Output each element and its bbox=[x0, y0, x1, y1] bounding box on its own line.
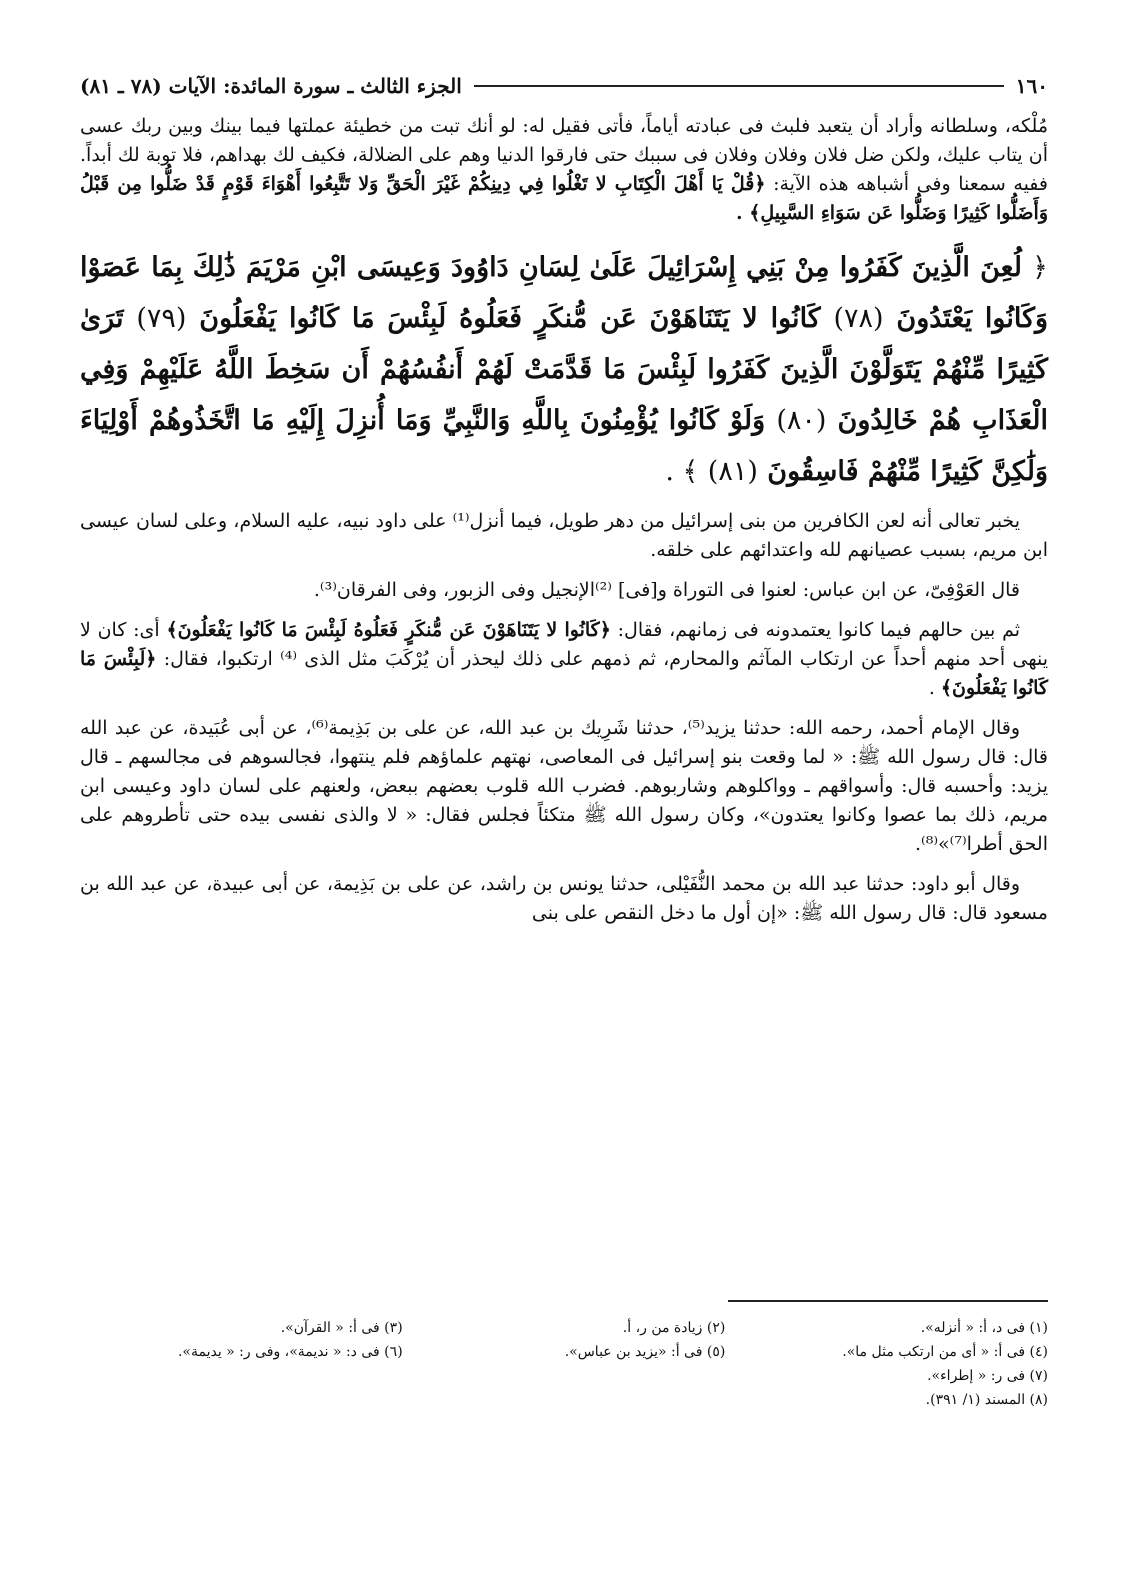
paragraph-3: قال العَوْفِىّ، عن ابن عباس: لعنوا فى التوراة و[فى] ⁽²⁾الإنجيل وفى الزبور، وفى الفرقان⁽³⁾. bbox=[313, 579, 1020, 601]
footnote-row-2 bbox=[80, 1340, 1048, 1364]
paragraph-2: يخبر تعالى أنه لعن الكافرين من بنى إسرائيل من دهر طويل، فيما أنزل⁽¹⁾ على داود نبيه، عليه السلام، وعلى لسان عيسى ابن مريم، بسبب عصيانهم لله واعتدائهم على خلقه. bbox=[80, 510, 1048, 561]
page-body bbox=[80, 112, 1048, 939]
footnote-row-3 bbox=[80, 1364, 1048, 1388]
footnote-row-4 bbox=[80, 1388, 1048, 1412]
header-title: الجزء الثالث ـ سورة المائدة: الآيات (٧٨ ـ ٨١) bbox=[80, 74, 462, 98]
footnote-2: (٢) زيادة من ر، أ. bbox=[622, 1320, 726, 1336]
footnotes bbox=[80, 1300, 1048, 1412]
paragraph-6: وقال أبو داود: حدثنا عبد الله بن محمد النُّفَيْلى، حدثنا يونس بن راشد، عن على بن بَذِيمة، عن أبى عبيدة، عن عبد الله بن مسعود قال: قال رسول الله ﷺ: «إن أول ما دخل النقص على بنى bbox=[80, 873, 1048, 924]
footnote-8: (٨) المسند (١/ ٣٩١). bbox=[925, 1392, 1048, 1408]
paragraph-1 bbox=[80, 112, 1048, 228]
paragraph-1-text: مُلْكه، وسلطانه وأراد أن يتعبد فلبث فى عبادته أياماً، فأتى فقيل له: لو أنك تبت من خطيئة عملتها فيما بينك وبين ربك عسى أن يتاب عليك، ولكن ضل فلان وفلان وفلان فى سببك حتى فارقوا الدنيا وهم على الضلالة، فكيف لك بهداهم، فلا توبة لك أبداً. ففيه سمعنا وفى أشباهه هذه الآية: bbox=[80, 115, 1048, 195]
paragraph-4-ayah-1: ﴿كَانُوا لا يَتَنَاهَوْنَ عَن مُّنكَرٍ فَعَلُوهُ لَبِئْسَ مَا كَانُوا يَفْعَلُونَ﴾ bbox=[166, 619, 611, 641]
paragraph-4-text-2: أى: كان لا ينهى أحد منهم أحداً عن ارتكاب المآثم والمحارم، ثم ذمهم على ذلك ليحذر أن يُرْكَبَ مثل الذى ⁽⁴⁾ ارتكبوا، فقال: bbox=[80, 619, 1048, 670]
verse-number-80: (٨٠) bbox=[776, 405, 827, 436]
paragraph-4-text-1: ثم بين حالهم فيما كانوا يعتمدونه فى زمانهم، فقال: bbox=[617, 619, 1021, 641]
ornate-bracket-close: ﴾ . bbox=[665, 456, 699, 487]
footnote-7: (٧) فى ر: « إطراء». bbox=[927, 1368, 1048, 1384]
verse-number-79: (٧٩) bbox=[136, 303, 187, 334]
quran-verses bbox=[80, 242, 1048, 497]
paragraph-4-text-3: . bbox=[928, 677, 935, 699]
verse-81: وَلَوْ كَانُوا يُؤْمِنُونَ بِاللَّهِ وَالنَّبِيِّ وَمَا أُنزِلَ إِلَيْهِ مَا اتَّخَذُوهُمْ أَوْلِيَاءَ وَلَٰكِنَّ كَثِيرًا مِّنْهُمْ فَاسِقُونَ bbox=[80, 405, 1048, 487]
footnote-1: (١) فى د، أ: « أنزله». bbox=[920, 1320, 1048, 1336]
verse-number-78: (٧٨) bbox=[833, 303, 884, 334]
verse-78: لُعِنَ الَّذِينَ كَفَرُوا مِنْ بَنِي إِسْرَائِيلَ عَلَىٰ لِسَانِ دَاوُودَ وَعِيسَى ابْنِ مَرْيَمَ ذَٰلِكَ بِمَا عَصَوْا وَكَانُوا يَعْتَدُونَ bbox=[80, 252, 1049, 334]
verse-number-81: (٨١) bbox=[707, 456, 758, 487]
footnote-rule bbox=[728, 1300, 1048, 1302]
verse-80: تَرَىٰ كَثِيرًا مِّنْهُمْ يَتَوَلَّوْنَ الَّذِينَ كَفَرُوا لَبِئْسَ مَا قَدَّمَتْ لَهُمْ أَنفُسُهُمْ أَن سَخِطَ اللَّهُ عَلَيْهِمْ وَفِي الْعَذَابِ هُمْ خَالِدُونَ bbox=[80, 303, 1049, 436]
footnote-4: (٤) فى أ: « أى من ارتكب مثل ما». bbox=[842, 1344, 1048, 1360]
paragraph-1-ayah: ﴿قُلْ يَا أَهْلَ الْكِتَابِ لا تَغْلُوا فِي دِينِكُمْ غَيْرَ الْحَقِّ وَلا تَتَّبِعُوا أَهْوَاءَ قَوْمٍ قَدْ ضَلُّوا مِن قَبْلُ وَأَضَلُّوا كَثِيرًا وَضَلُّوا عَن سَوَاءِ السَّبِيلِ﴾ . bbox=[80, 173, 1048, 224]
paragraph-5: وقال الإمام أحمد، رحمه الله: حدثنا يزيد⁽⁵⁾، حدثنا شَرِيك بن عبد الله، عن على بن بَذِيمة⁽⁶⁾، عن أبى عُبَيدة، عن عبد الله قال: قال رسول الله ﷺ: « لما وقعت بنو إسرائيل فى المعاصى، نهتهم علماؤهم فلم ينتهوا، فجالسوهم فى مجالسهم ـ قال يزيد: وأحسبه قال: وأسواقهم ـ وواكلوهم وشاربوهم. فضرب الله قلوب بعضهم ببعض، ولعنهم على لسان داود وعيسى ابن مريم، ذلك بما عصوا وكانوا يعتدون»، وكان رسول الله ﷺ متكئاً فجلس فقال: « لا والذى نفسى بيده حتى تأطروهم على الحق أطرا⁽⁷⁾»⁽⁸⁾. bbox=[80, 717, 1048, 855]
paragraph-4 bbox=[80, 616, 1048, 703]
ornate-bracket-open: ﴿ bbox=[1032, 252, 1048, 283]
footnote-3: (٣) فى أ: « القرآن». bbox=[280, 1320, 403, 1336]
header-rule bbox=[474, 85, 1004, 87]
footnote-6: (٦) فى د: « نديمة»، وفى ر: « يديمة». bbox=[177, 1344, 403, 1360]
footnote-5: (٥) فى أ: «يزيد بن عباس». bbox=[564, 1344, 726, 1360]
footnote-row-1 bbox=[80, 1316, 1048, 1340]
verse-79: كَانُوا لا يَتَنَاهَوْنَ عَن مُّنكَرٍ فَعَلُوهُ لَبِئْسَ مَا كَانُوا يَفْعَلُونَ bbox=[199, 303, 821, 334]
page-number: ١٦٠ bbox=[1015, 74, 1048, 98]
paragraph-4-ayah-2: ﴿لَبِئْسَ مَا كَانُوا يَفْعَلُونَ﴾ bbox=[80, 648, 1048, 699]
running-header bbox=[80, 68, 1048, 104]
